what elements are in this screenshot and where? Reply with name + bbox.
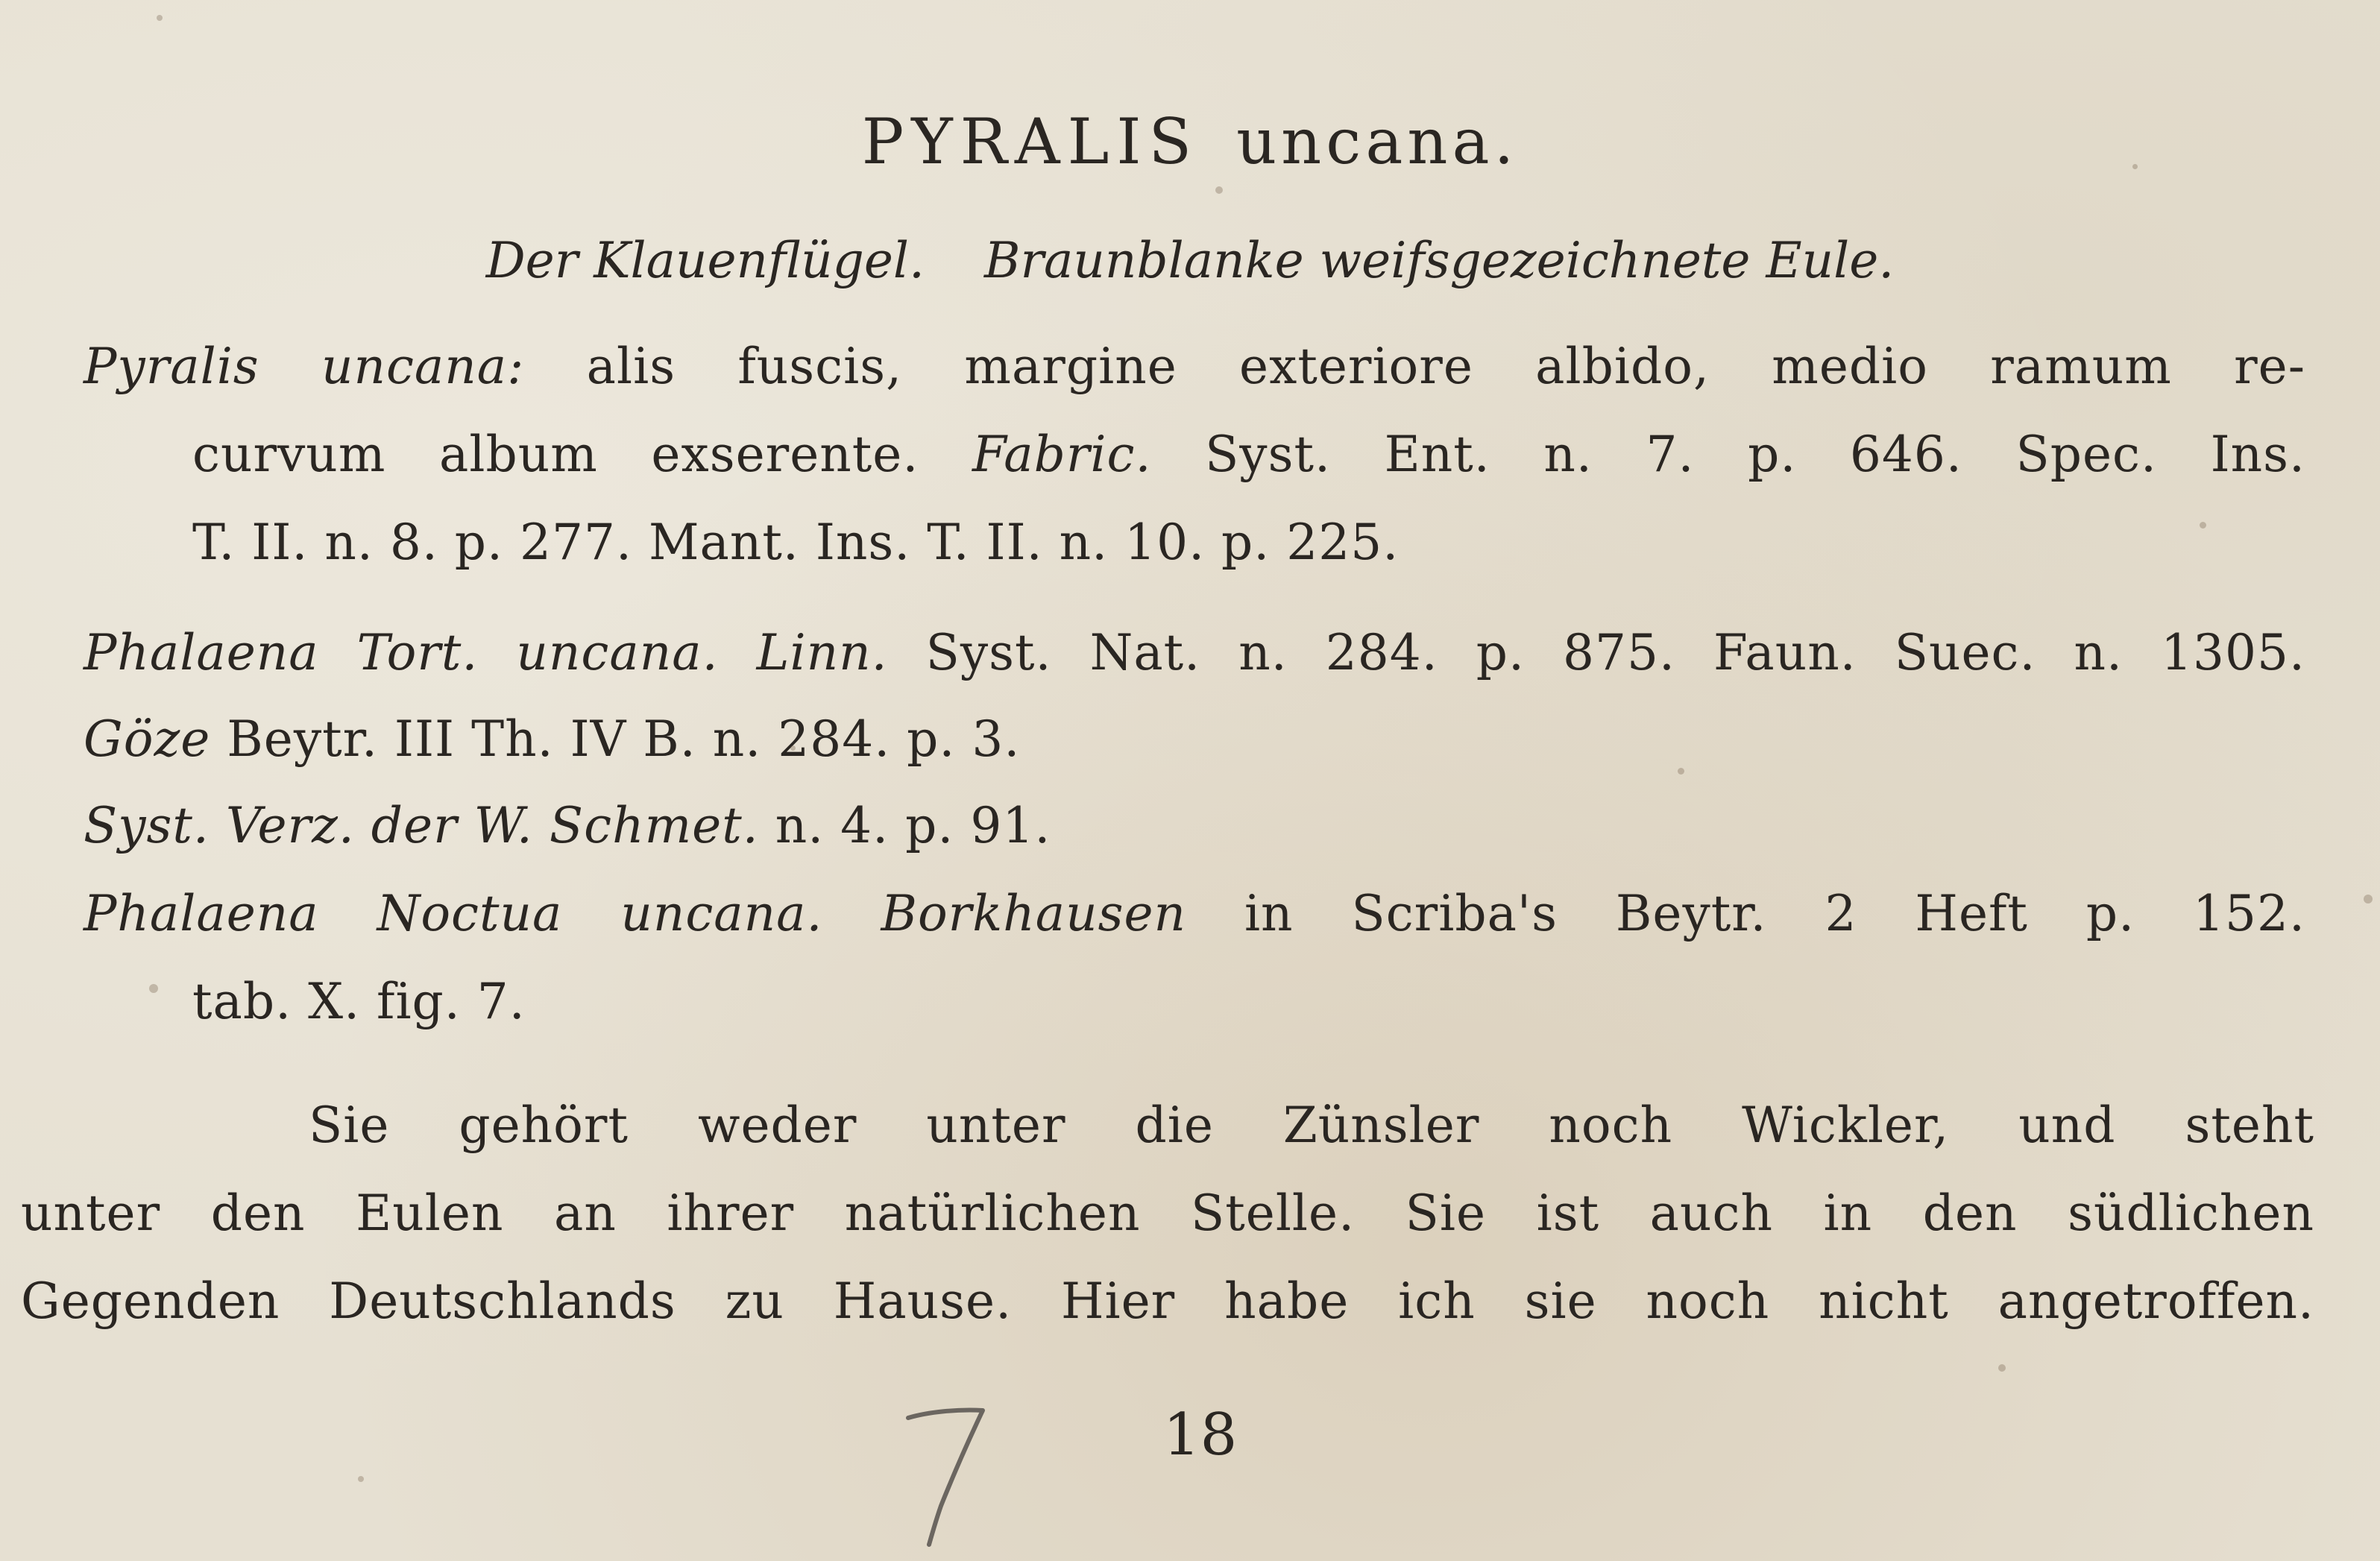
paper-speck: [157, 15, 163, 21]
paper-speck: [2364, 895, 2373, 904]
paper-speck: [149, 984, 158, 993]
synonym-entry-4: [84, 796, 1051, 856]
synonym-entry-3: [84, 710, 1020, 769]
title-genus: PYRALIS: [861, 105, 1200, 178]
synonym-label: Pyralis uncana:: [84, 338, 525, 395]
synonym-description-cont: curvum album exserente.: [192, 426, 919, 483]
synonym-reference: Syst. Ent. n. 7. p. 646. Spec. Ins.: [1205, 426, 2306, 483]
synonym-reference: in Scriba's Beytr. 2 Heft p. 152.: [1244, 885, 2305, 942]
synonym-label: Göze: [84, 710, 211, 768]
paragraph-line-1: [309, 1096, 2314, 1155]
paper-speck: [2200, 522, 2206, 529]
synonym-reference: n. 4. p. 91.: [775, 797, 1051, 854]
page-title: [0, 104, 2380, 179]
synonym-reference: Beytr. III Th. IV B. n. 284. p. 3.: [227, 710, 1021, 768]
paper-speck: [1678, 768, 1684, 775]
synonym-entry-1-line-2: [192, 425, 2305, 485]
handwritten-mark: [895, 1401, 999, 1551]
synonym-label: Phalaena Noctua uncana.: [84, 885, 823, 942]
page-number: 18: [1163, 1401, 1238, 1469]
paragraph-line-3: [21, 1272, 2314, 1331]
synonym-entry-5-line-2: [192, 972, 526, 1032]
synonym-author: Borkhausen: [881, 885, 1187, 942]
synonym-entry-1-line-1: [84, 337, 2305, 397]
paper-speck: [2132, 164, 2138, 169]
synonym-reference: T. II. n. 8. p. 277. Mant. Ins. T. II. n. 10. p. 225.: [192, 514, 1400, 571]
paragraph-line-2: [21, 1184, 2314, 1243]
synonym-reference: tab. X. fig. 7.: [192, 973, 526, 1030]
paper-speck: [790, 745, 796, 751]
paper-speck: [1998, 1364, 2006, 1372]
title-species: uncana.: [1236, 105, 1519, 178]
subtitle-part2: Braunblanke weifsgezeichnete Eule.: [983, 232, 1895, 289]
paper-speck: [1215, 186, 1223, 194]
synonym-entry-2: [84, 623, 2305, 683]
synonym-entry-5-line-1: [84, 884, 2305, 944]
page-subtitle: [0, 231, 2380, 291]
paragraph-text: Gegenden Deutschlands zu Hause. Hier habe ich sie noch nicht angetroffen.: [21, 1273, 2314, 1330]
paragraph-text: unter den Eulen an ihrer natürlichen Stelle. Sie ist auch in den südlichen: [21, 1185, 2314, 1242]
synonym-description: alis fuscis, margine exteriore albido, medio ramum re-: [586, 338, 2305, 395]
synonym-author: Fabric.: [972, 426, 1152, 483]
synonym-entry-1-line-3: [192, 513, 1399, 573]
synonym-reference: Syst. Nat. n. 284. p. 875. Faun. Suec. n. 1305.: [925, 624, 2306, 681]
paper-speck: [358, 1476, 364, 1482]
synonym-label: Phalaena Tort. uncana. Linn.: [84, 624, 888, 681]
paragraph-text: Sie gehört weder unter die Zünsler noch Wickler, und steht: [309, 1097, 2314, 1154]
subtitle-part1: Der Klauenflügel.: [485, 232, 925, 289]
synonym-label: Syst. Verz. der W. Schmet.: [84, 797, 759, 854]
